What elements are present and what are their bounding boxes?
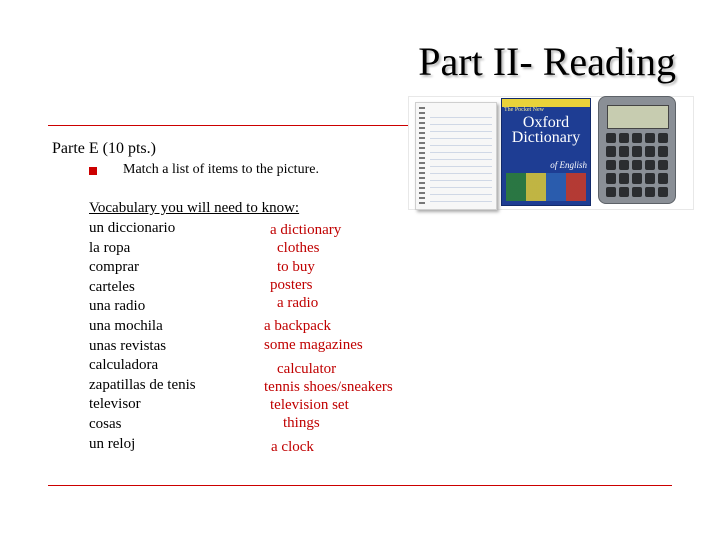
spanish-term: un diccionario — [89, 220, 176, 236]
calculator-key — [606, 173, 616, 183]
calculator-key — [658, 160, 668, 170]
dictionary-title: Oxford Dictionary — [511, 114, 581, 146]
calculator-key — [632, 187, 642, 197]
calculator-key — [645, 133, 655, 143]
calculator-key — [606, 133, 616, 143]
spanish-term: zapatillas de tenis — [89, 376, 196, 393]
dictionary-flags — [506, 173, 586, 201]
slide-title: Part II- Reading — [418, 39, 676, 84]
english-term: posters — [270, 277, 313, 293]
calculator-key — [658, 146, 668, 156]
calculator-key — [619, 187, 629, 197]
english-term: clothes — [277, 240, 320, 256]
english-term: a radio — [277, 295, 319, 311]
vocabulary-heading: Vocabulary you will need to know: — [89, 200, 300, 216]
dictionary-subtitle: of English — [550, 160, 587, 170]
calculator-keypad — [606, 133, 668, 197]
title-divider — [48, 125, 408, 126]
calculator-key — [619, 173, 629, 183]
bottom-divider — [48, 485, 672, 486]
spanish-term: televisor — [89, 396, 141, 413]
calculator-image — [598, 96, 676, 204]
spanish-term: una mochila — [89, 317, 163, 334]
calculator-key — [632, 133, 642, 143]
notebook-image — [415, 102, 497, 210]
dictionary-tagline: The Pocket New — [504, 107, 544, 113]
english-term: a clock — [271, 439, 314, 455]
calculator-key — [658, 187, 668, 197]
spanish-term: un reloj — [89, 435, 136, 452]
english-term: calculator — [277, 361, 337, 377]
calculator-key — [632, 173, 642, 183]
english-term: to buy — [277, 259, 315, 275]
calculator-key — [645, 160, 655, 170]
calculator-key — [619, 160, 629, 170]
english-term: things — [283, 415, 320, 431]
english-term: television set — [270, 397, 349, 413]
calculator-key — [658, 173, 668, 183]
calculator-screen — [607, 105, 669, 129]
english-term: a backpack — [264, 318, 332, 334]
calculator-key — [645, 146, 655, 156]
spanish-term: comprar — [89, 259, 139, 276]
calculator-key — [658, 133, 668, 143]
calculator-key — [645, 173, 655, 183]
notebook-lines — [430, 111, 492, 203]
calculator-key — [632, 146, 642, 156]
english-term: tennis shoes/sneakers — [264, 379, 393, 395]
spanish-term: unas revistas — [89, 337, 167, 354]
spanish-term: la ropa — [89, 239, 131, 256]
calculator-key — [645, 187, 655, 197]
calculator-key — [619, 133, 629, 143]
dictionary-image — [501, 98, 591, 206]
calculator-key — [606, 146, 616, 156]
spanish-term: calculadora — [89, 357, 159, 374]
calculator-key — [606, 160, 616, 170]
section-heading: Parte E (10 pts.) — [52, 140, 156, 157]
spanish-term: cosas — [89, 415, 122, 432]
spanish-term: una radio — [89, 298, 146, 315]
dictionary-top-strip — [502, 99, 590, 107]
spiral-binding — [419, 107, 425, 205]
spanish-term: carteles — [89, 278, 135, 295]
vocabulary-spanish-list — [89, 219, 196, 454]
bullet-marker — [89, 167, 97, 175]
calculator-key — [606, 187, 616, 197]
calculator-key — [619, 146, 629, 156]
bullet-instruction: Match a list of items to the picture. — [123, 162, 319, 177]
english-term: a dictionary — [270, 222, 342, 238]
english-term: some magazines — [264, 337, 363, 353]
calculator-key — [632, 160, 642, 170]
